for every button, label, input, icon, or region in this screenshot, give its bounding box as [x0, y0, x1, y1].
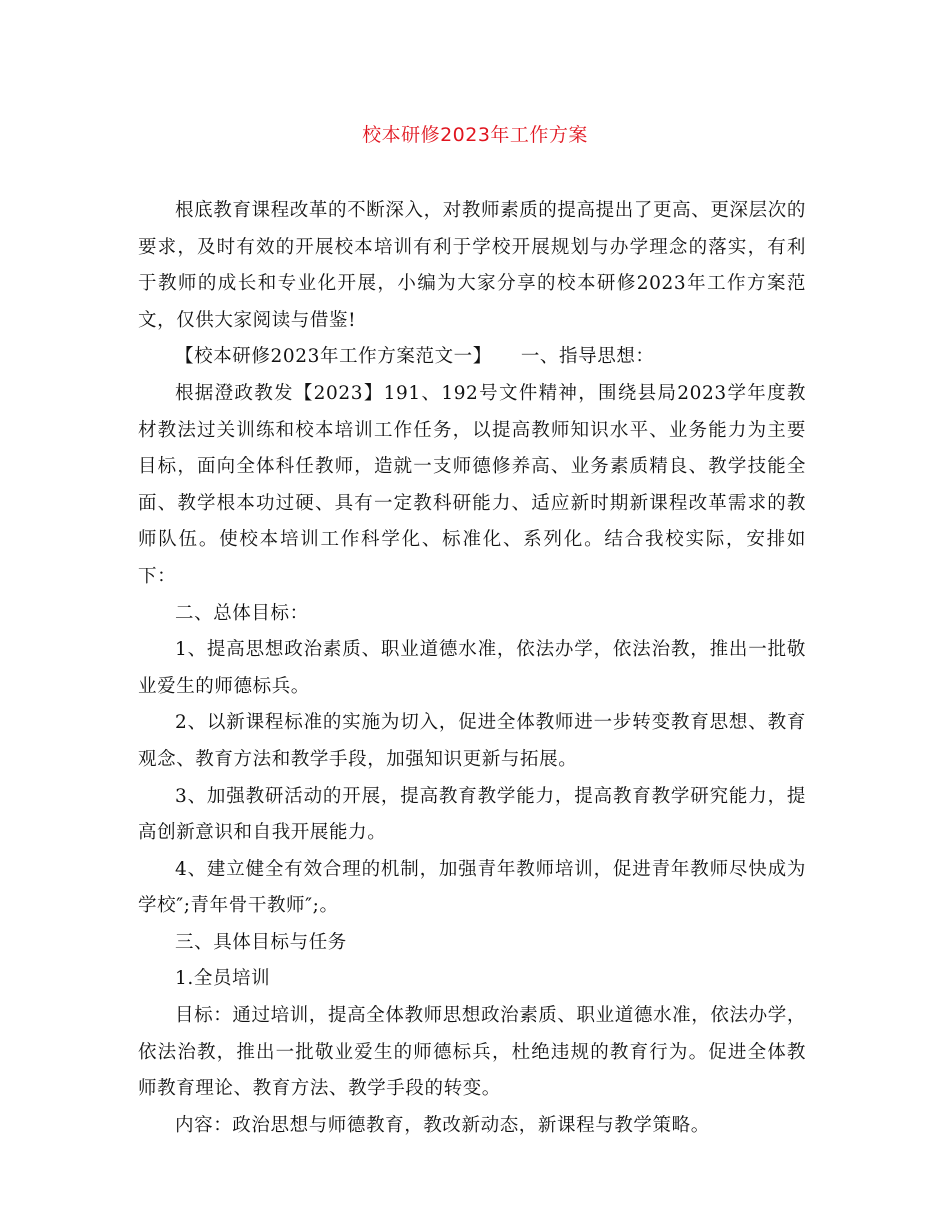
section-heading-specific-goals: 三、具体目标与任务 — [175, 931, 347, 953]
goal-item-2: 2、以新课程标准的实施为切入，促进全体教师进一步转变教育思想、教育观念、教育方法和教学手段，加强知识更新与拓展。 — [138, 712, 806, 770]
subsection-heading-all-staff-training: 1.全员培训 — [175, 968, 271, 990]
goal-item-1: 1、提高思想政治素质、职业道德水准，依法办学，依法治教，推出一批敬业爱生的师德标兵。 — [138, 639, 806, 697]
document-title: 校本研修2023年工作方案 — [362, 124, 588, 146]
guiding-thought-paragraph: 根据澄政教发【2023】191、192号文件精神，围绕县局2023学年度教材教法过关训练和校本培训工作任务，以提高教师知识水平、业务能力为主要目标，面向全体科任教师，造就一支师德修养高、业务素质精良、教学技能全面、教学根本功过硬、具有一定教科研能力、适应新时期新课程改革需求的教师队伍。使校本培训工作科学化、标准化、系列化。结合我校实际，安排如下： — [138, 382, 806, 587]
training-content-paragraph: 内容：政治思想与师德教育，教改新动态，新课程与教学策略。 — [175, 1114, 710, 1136]
section-heading-overall-goals: 二、总体目标： — [175, 602, 309, 624]
training-goal-paragraph: 目标：通过培训，提高全体教师思想政治素质、职业道德水准，依法办学，依法治教，推出一批敬业爱生的师德标兵，杜绝违规的教育行为。促进全体教师教育理论、教育方法、教学手段的转变。 — [138, 1005, 806, 1100]
intro-paragraph: 根底教育课程改革的不断深入，对教师素质的提高提出了更高、更深层次的要求，及时有效的开展校本培训有利于学校开展规划与办学理念的落实，有利于教师的成长和专业化开展，小编为大家分享的校本研修2023年工作方案范文，仅供大家阅读与借鉴! — [138, 200, 806, 331]
document-body — [138, 193, 806, 1144]
goal-item-3: 3、加强教研活动的开展，提高教育教学能力，提高教育教学研究能力，提高创新意识和自我开展能力。 — [138, 785, 806, 844]
goal-item-4: 4、建立健全有效合理的机制，加强青年教师培训，促进青年教师尽快成为学校″;青年骨干教师″;。 — [138, 858, 806, 917]
section-heading-guiding-thought: 【校本研修2023年工作方案范文一】 一、指导思想： — [175, 346, 655, 368]
